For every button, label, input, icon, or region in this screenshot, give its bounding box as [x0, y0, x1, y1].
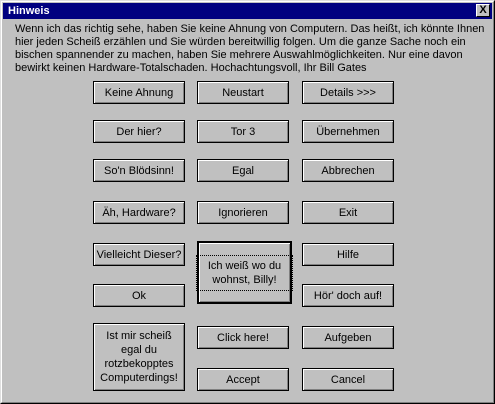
keine-ahnung-button[interactable]: Keine Ahnung: [93, 81, 185, 104]
dialog-title: Hinweis: [8, 5, 50, 17]
exit-button[interactable]: Exit: [302, 201, 394, 224]
tor-3-button[interactable]: Tor 3: [197, 120, 289, 143]
blodsinn-button[interactable]: So'n Blödsinn!: [93, 159, 185, 182]
ok-button[interactable]: Ok: [93, 284, 185, 307]
title-bar[interactable]: [3, 3, 492, 19]
dialog-message: Wenn ich das richtig sehe, haben Sie keine Ahnung von Computern. Das heißt, ich könnte Ihnen hier jeden Scheiß erzählen und Sie würden bereitwillig folgen. Um die ganze Sache noch ein bischen spannender zu machen, haben Sie mehrere Auswahlmöglichkeiten. Nur eine davon bewirkt keinen Hardware-Totalschaden. Hochachtungsvoll, Ihr Bill Gates: [15, 23, 485, 74]
details-button[interactable]: Details >>>: [302, 81, 394, 104]
abbrechen-button[interactable]: Abbrechen: [302, 159, 394, 182]
hilfe-button[interactable]: Hilfe: [302, 243, 394, 266]
accept-button[interactable]: Accept: [197, 368, 289, 391]
aufgeben-button[interactable]: Aufgeben: [302, 326, 394, 349]
click-here-button[interactable]: Click here!: [197, 326, 289, 349]
close-icon[interactable]: X: [476, 4, 490, 17]
ignorieren-button[interactable]: Ignorieren: [197, 201, 289, 224]
neustart-button[interactable]: Neustart: [197, 81, 289, 104]
wohnst-button[interactable]: [197, 241, 292, 304]
wohnst-label: Ich weiß wo du wohnst, Billy!: [199, 258, 290, 288]
egal-button[interactable]: Egal: [197, 159, 289, 182]
uebernehmen-button[interactable]: Übernehmen: [302, 120, 394, 143]
der-hier-button[interactable]: Der hier?: [93, 120, 185, 143]
vielleicht-dieser-button[interactable]: Vielleicht Dieser?: [93, 243, 185, 266]
hoer-doch-auf-button[interactable]: Hör' doch auf!: [302, 284, 394, 307]
cancel-button[interactable]: Cancel: [302, 368, 394, 391]
hardware-button[interactable]: Äh, Hardware?: [93, 201, 185, 224]
scheiss-egal-button[interactable]: Ist mir scheiß egal du rotzbekopptes Computerdings!: [93, 323, 185, 391]
